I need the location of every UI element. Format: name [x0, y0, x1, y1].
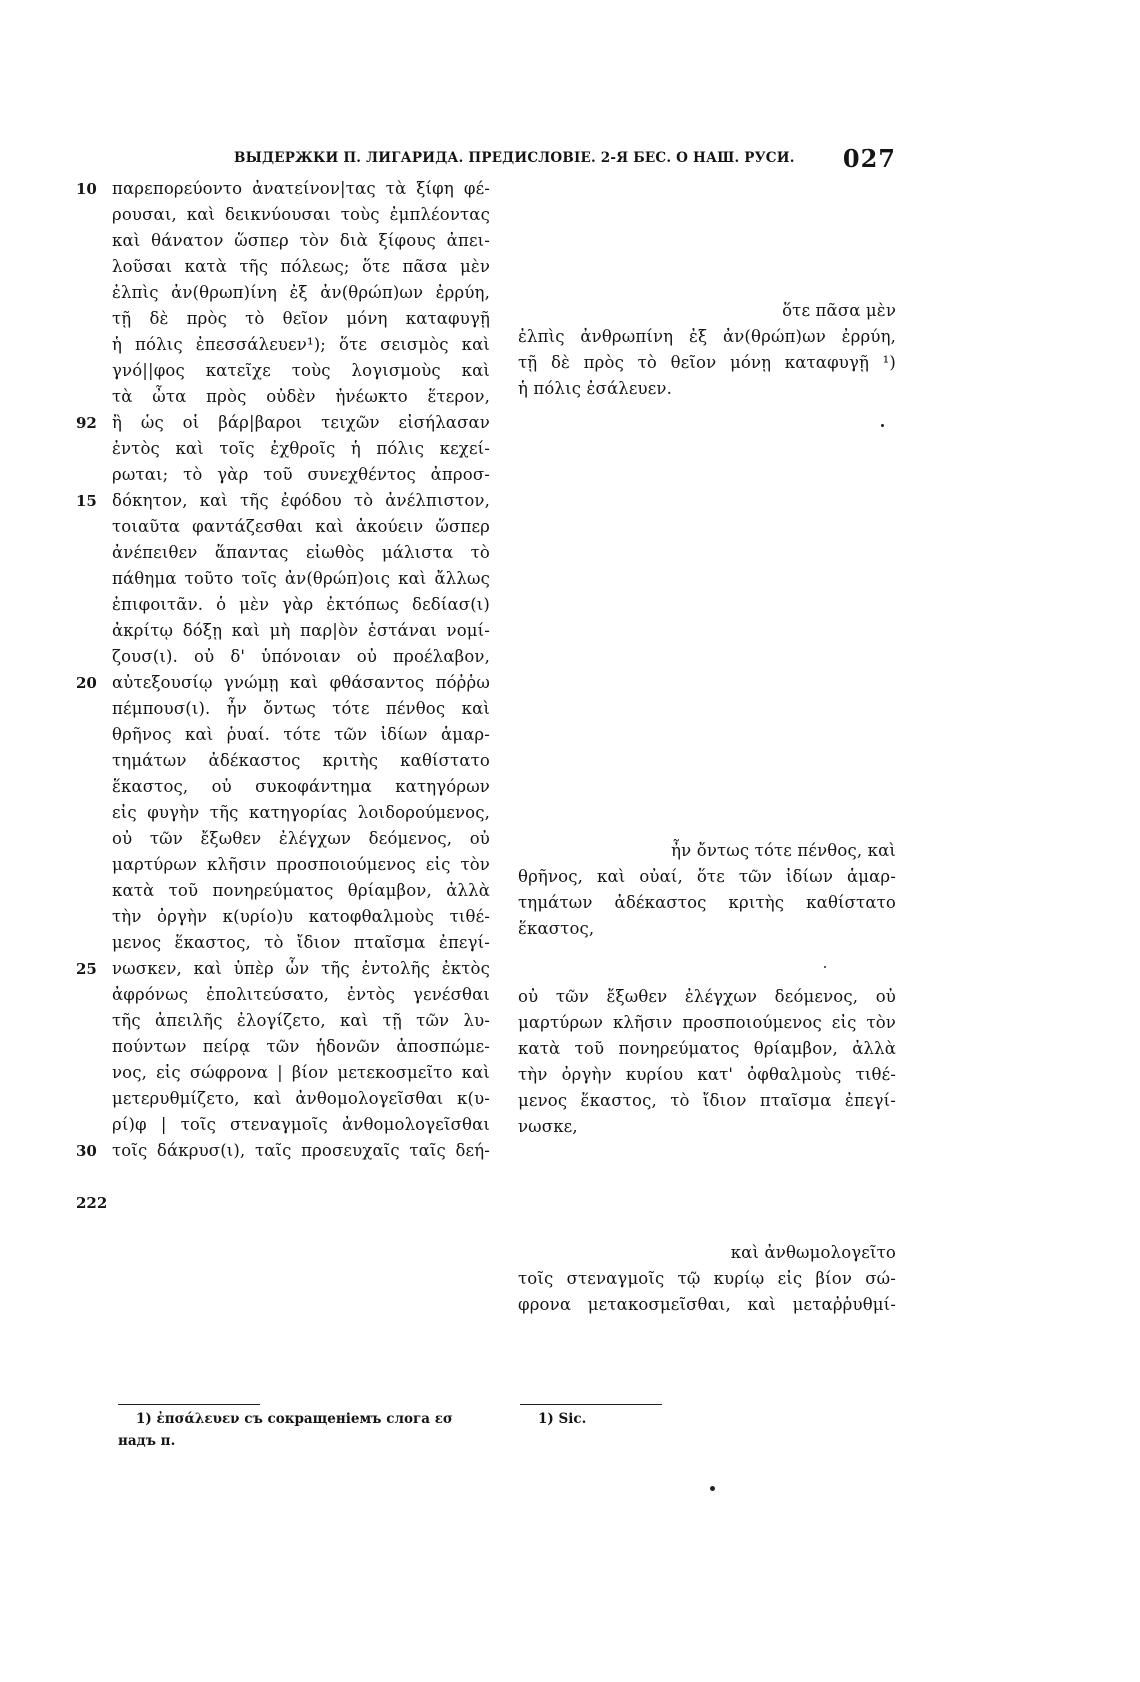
text-line: δόκητον, καὶ τῆς ἐφόδου τὸ ἀνέλπιστον, [112, 491, 490, 510]
text-line: ἐλπὶς ἀν(θρωπ)ίνη ἐξ ἀν(θρώπ)ων ἐρρύη, [112, 283, 490, 302]
scan-speck [710, 1486, 715, 1491]
text-line: ἦν ὄντως τότε πένθος, καὶ [671, 841, 896, 860]
text-line: μαρτύρων κλῆσιν προσποιούμενος εἰς τὸν [112, 855, 490, 874]
text-line: ἐπιφοιτᾶν. ὁ μὲν γὰρ ἐκτόπως δεδίασ(ι) [112, 595, 490, 614]
text-line: φρονα μετακοσμεῖσθαι, καὶ μεταῤῥυθμί- [518, 1295, 896, 1314]
text-line: κατὰ τοῦ πονηρεύματος θρίαμβον, ἀλλὰ [518, 1039, 896, 1058]
text-line: εἰς φυγὴν τῆς κατηγορίας λοιδορούμενος, [112, 803, 490, 822]
text-line: ἐντὸς καὶ τοῖς ἐχθροῖς ἡ πόλις κεχεί- [112, 439, 490, 458]
text-line: θρῆνος καὶ ῥυαί. τότε τῶν ἰδίων ἁμαρ- [112, 725, 490, 744]
text-line: πάθημα τοῦτο τοῖς ἀν(θρώπ)οις καὶ ἄλλως [112, 569, 490, 588]
text-line: τῆς ἀπειλῆς ἐλογίζετο, καὶ τῇ τῶν λυ- [112, 1011, 490, 1030]
text-line: μενος ἕκαστος, τὸ ἴδιον πταῖσμα ἐπεγί- [112, 933, 490, 952]
text-line: τῇ δὲ πρὸς τὸ θεῖον μόνη καταφυγῇ [112, 309, 490, 328]
text-line: ἕκαστος, [518, 919, 595, 938]
text-line: τημάτων ἀδέκαστος κριτὴς καθίστατο [518, 893, 896, 912]
text-line: μαρτύρων κλῆσιν προσποιούμενος εἰς τὸν [518, 1013, 896, 1032]
text-line: ρί)φ | τοῖς στεναγμοῖς ἀνθομολογεῖσθαι [112, 1115, 490, 1134]
footnote-left-line: 1) ἐπσάλευεν съ сокращеніемъ слога εσ [136, 1411, 453, 1427]
text-line: ἕκαστος, οὐ συκοφάντημα κατηγόρων [112, 777, 490, 796]
text-line: τοιαῦτα φαντάζεσθαι καὶ ἀκούειν ὥσπερ [112, 517, 490, 536]
footnote-right: 1) Sic. [538, 1411, 587, 1427]
text-line: ὅτε πᾶσα μὲν [782, 301, 896, 320]
scan-speck [824, 966, 826, 968]
text-line: καὶ θάνατον ὥσπερ τὸν διὰ ξίφους ἀπει- [112, 231, 490, 250]
text-line: κατὰ τοῦ πονηρεύματος θρίαμβον, ἀλλὰ [112, 881, 490, 900]
text-line: τοῖς δάκρυσ(ι), ταῖς προσευχαῖς ταῖς δεή- [112, 1141, 490, 1160]
text-line: τῇ δὲ πρὸς τὸ θεῖον μόνῃ καταφυγῇ ¹) [518, 353, 896, 372]
text-line: ἢ ὡς οἱ βάρ|βαροι τειχῶν εἰσήλασαν [112, 413, 490, 432]
page-number: 027 [842, 144, 896, 173]
line-number: 222 [76, 1194, 108, 1212]
text-line: τὰ ὦτα πρὸς οὐδὲν ἠνέωκτο ἕτερον, [112, 387, 490, 406]
text-line: γνό||φος κατεῖχε τοὺς λογισμοὺς καὶ [112, 361, 490, 380]
text-line: οὐ τῶν ἔξωθεν ἐλέγχων δεόμενος, οὐ [518, 987, 896, 1006]
text-line: ρουσαι, καὶ δεικνύουσαι τοὺς ἐμπλέοντας [112, 205, 490, 224]
text-line: τοῖς στεναγμοῖς τῷ κυρίῳ εἰς βίον σώ- [518, 1269, 896, 1288]
text-line: ἀκρίτῳ δόξῃ καὶ μὴ παρ|ὸν ἑστάναι νομί- [112, 621, 490, 640]
text-line: θρῆνος, καὶ οὐαί, ὅτε τῶν ἰδίων ἁμαρ- [518, 867, 896, 886]
text-line: νωσκε, [518, 1117, 578, 1136]
text-line: νος, εἰς σώφρονα | βίον μετεκοσμεῖτο καὶ [112, 1063, 490, 1082]
text-line: οὐ τῶν ἔξωθεν ἐλέγχων δεόμενος, οὐ [112, 829, 490, 848]
line-number: 30 [76, 1142, 97, 1160]
text-line: τὴν ὀργὴν κ(υρίο)υ κατοφθαλμοὺς τιθέ- [112, 907, 490, 926]
text-line: ἀνέπειθεν ἅπαντας εἰωθὸς μάλιστα τὸ [112, 543, 490, 562]
text-line: μενος ἕκαστος, τὸ ἴδιον πταῖσμα ἐπεγί- [518, 1091, 896, 1110]
line-number: 92 [76, 414, 97, 432]
page-header [200, 146, 896, 178]
text-line: μετερυθμίζετο, καὶ ἀνθομολογεῖσθαι κ(υ- [112, 1089, 490, 1108]
text-line: τημάτων ἀδέκαστος κριτὴς καθίστατο [112, 751, 490, 770]
footnote-left [118, 1408, 453, 1452]
footnote-rule-right [520, 1404, 662, 1405]
text-line: πέμπουσ(ι). ἦν ὄντως τότε πένθος καὶ [112, 699, 490, 718]
text-line: ρωται; τὸ γὰρ τοῦ συνεχθέντος ἀπροσ- [112, 465, 490, 484]
running-head: ВЫДЕРЖКИ П. ЛИГАРИДА. ПРЕДИСЛОВІЕ. 2-Я БЕС. О НАШ. РУСИ. [234, 150, 795, 166]
line-number: 20 [76, 674, 97, 692]
line-number: 15 [76, 492, 97, 510]
text-line: λοῦσαι κατὰ τῆς πόλεως; ὅτε πᾶσα μὲν [112, 257, 490, 276]
footnote-left-line: надъ π. [118, 1433, 176, 1449]
text-line: πούντων πείρᾳ τῶν ἡδονῶν ἀποσπώμε- [112, 1037, 490, 1056]
text-line: αὐτεξουσίῳ γνώμῃ καὶ φθάσαντος πόῤῥω [112, 673, 490, 692]
text-line: παρεπορεύοντο ἀνατείνον|τας τὰ ξίφη φέ- [112, 179, 490, 198]
text-line: ἀφρόνως ἐπολιτεύσατο, ἐντὸς γενέσθαι [112, 985, 490, 1004]
text-line: ζουσ(ι). οὐ δ' ὑπόνοιαν οὐ προέλαβον, [112, 647, 490, 666]
line-number: 25 [76, 960, 97, 978]
line-number: 10 [76, 180, 97, 198]
text-line: τὴν ὀργὴν κυρίου κατ' ὀφθαλμοὺς τιθέ- [518, 1065, 896, 1084]
text-line: ἐλπὶς ἀνθρωπίνη ἐξ ἀν(θρώπ)ων ἐρρύη, [518, 327, 896, 346]
text-line: ἡ πόλις ἐπεσσάλευεν¹); ὅτε σεισμὸς καὶ [112, 335, 490, 354]
scan-speck [881, 424, 884, 427]
text-line: νωσκεν, καὶ ὑπὲρ ὧν τῆς ἐντολῆς ἐκτὸς [112, 959, 490, 978]
text-line: καὶ ἀνθωμολογεῖτο [730, 1243, 896, 1262]
text-line: ἡ πόλις ἐσάλευεν. [518, 379, 672, 398]
footnote-rule-left [118, 1404, 260, 1405]
